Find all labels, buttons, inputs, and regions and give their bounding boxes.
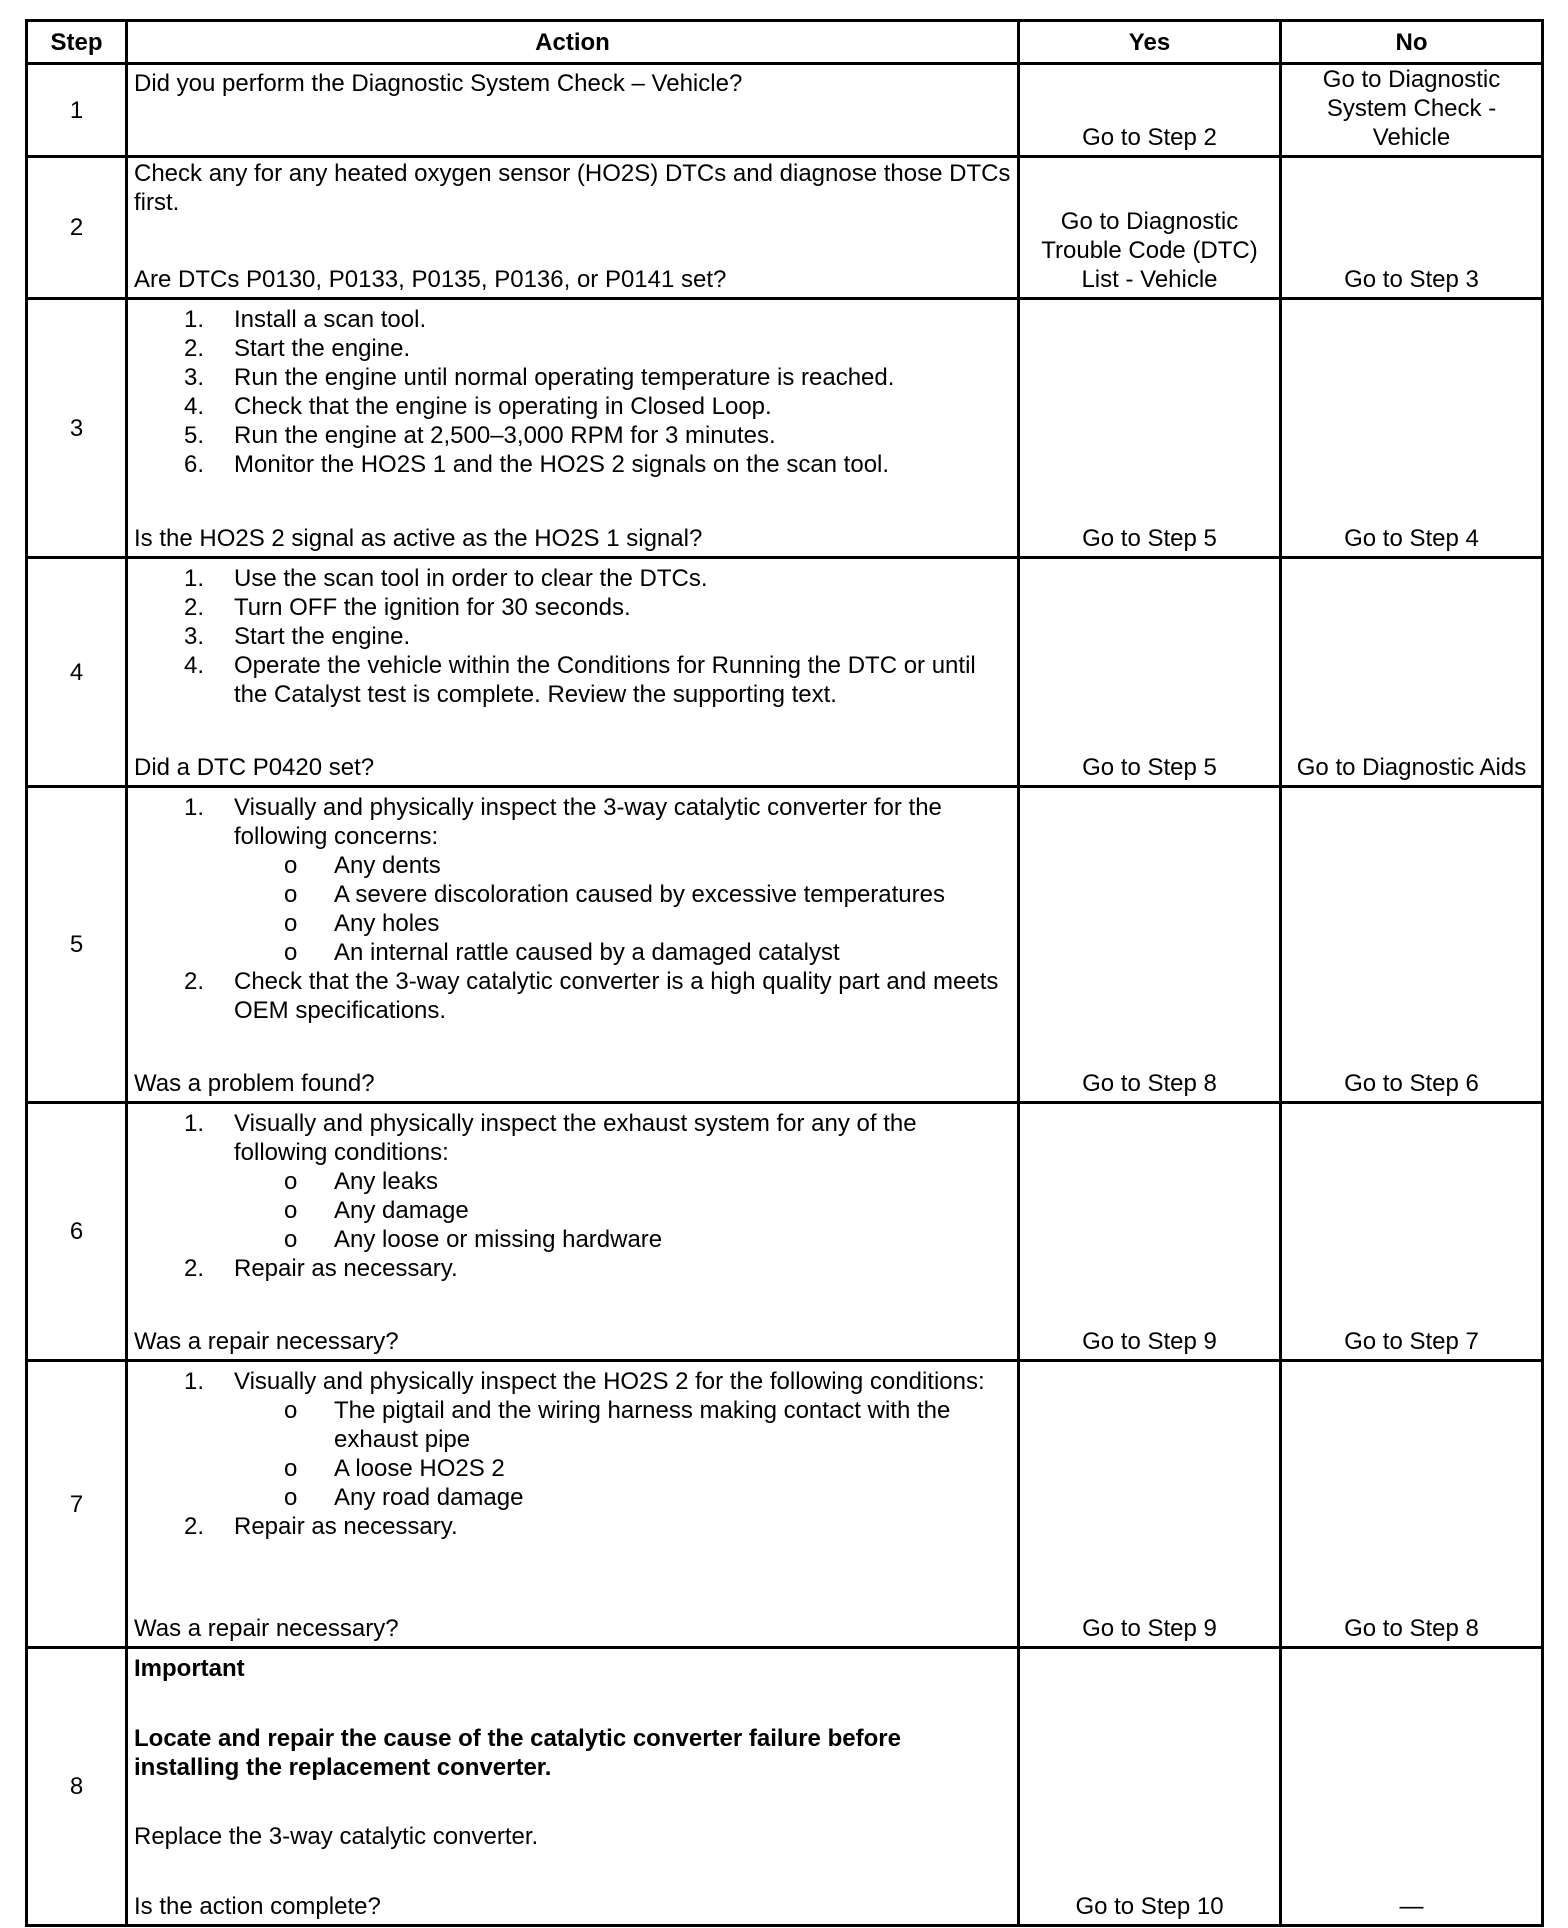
action-cell [127, 157, 1019, 299]
list-item: 2. Start the engine. [184, 335, 411, 362]
no-outcome: Go to Step 6 [1344, 1070, 1479, 1097]
sub-item: o An internal rattle caused by a damaged catalyst [284, 939, 840, 966]
list-item: 4. Operate the vehicle within the Conditions for Running the DTC or until the Catalyst test is complete. Review the supporting text. [184, 652, 976, 708]
action-cell [127, 299, 1019, 558]
step-number: 1 [27, 64, 127, 157]
step-list [134, 793, 1011, 1025]
yes-cell [1019, 64, 1281, 157]
yes-cell [1019, 1361, 1281, 1648]
list-item: 3. Start the engine. [184, 623, 411, 650]
action-cell [127, 1648, 1019, 1926]
sub-item: o Any dents [284, 852, 441, 879]
no-outcome: Go to Diagnostic System Check - Vehicle [1322, 66, 1501, 151]
list-item: 2. Turn OFF the ignition for 30 seconds. [184, 594, 631, 621]
important-label: Important [134, 1655, 245, 1682]
no-outcome: — [1399, 1893, 1424, 1920]
sub-item: o The pigtail and the wiring harness making contact with the exhaust pipe [284, 1397, 951, 1453]
list-item: 1. Visually and physically inspect the exhaust system for any of the following conditions: o Any leaks o Any damage o Any loose or missing hardware [134, 1109, 1011, 1254]
question-text: Is the HO2S 2 signal as active as the HO2S 1 signal? [134, 525, 703, 552]
step-list [134, 305, 1011, 479]
list-item: 1. Visually and physically inspect the 3-way catalytic converter for the following concerns: o Any dents o A severe discoloration caused by excessive temperatures o Any holes o An internal rattle caused by a damaged catalyst [134, 793, 1011, 967]
table-row [27, 787, 1543, 1103]
header-no: No [1281, 21, 1543, 64]
question-text: Was a repair necessary? [134, 1328, 399, 1355]
sub-list [134, 851, 1011, 967]
question-text: Was a repair necessary? [134, 1615, 399, 1642]
list-item: 2. Repair as necessary. [184, 1513, 458, 1540]
header-action: Action [127, 21, 1019, 64]
list-item: 4. Check that the engine is operating in Closed Loop. [184, 393, 772, 420]
list-item: 2. Repair as necessary. [184, 1255, 458, 1282]
table-row [27, 1361, 1543, 1648]
yes-cell [1019, 157, 1281, 299]
important-text: Locate and repair the cause of the catalytic converter failure before installing the replacement converter. [134, 1724, 901, 1781]
step-list [134, 1367, 1011, 1541]
table-row [27, 64, 1543, 157]
no-cell [1281, 787, 1543, 1103]
step-number: 4 [27, 558, 127, 787]
sub-item: o Any holes [284, 910, 440, 937]
list-item: 1. Use the scan tool in order to clear the DTCs. [184, 565, 708, 592]
yes-cell [1019, 1103, 1281, 1361]
sub-item: o Any loose or missing hardware [284, 1226, 663, 1253]
action-cell [127, 1103, 1019, 1361]
list-item: 2. Check that the 3-way catalytic converter is a high quality part and meets OEM specifications. [184, 968, 999, 1024]
header-row [27, 21, 1543, 64]
table-row [27, 1103, 1543, 1361]
question-text: Was a problem found? [134, 1070, 375, 1097]
list-item: 6. Monitor the HO2S 1 and the HO2S 2 signals on the scan tool. [184, 451, 890, 478]
yes-outcome: Go to Step 2 [1082, 124, 1217, 151]
yes-outcome: Go to Step 10 [1075, 1893, 1224, 1920]
list-item: 3. Run the engine until normal operating temperature is reached. [184, 364, 895, 391]
yes-outcome: Go to Step 5 [1082, 754, 1217, 781]
yes-outcome: Go to Step 8 [1082, 1070, 1217, 1097]
yes-outcome: Go to Step 5 [1082, 525, 1217, 552]
no-outcome: Go to Step 7 [1344, 1328, 1479, 1355]
instruction-text: Replace the 3-way catalytic converter. [134, 1823, 539, 1851]
intro-text: Check any for any heated oxygen sensor (HO2S) DTCs and diagnose those DTCs first. [134, 160, 1011, 216]
step-list [134, 564, 1011, 709]
yes-cell [1019, 558, 1281, 787]
no-outcome: Go to Step 3 [1344, 266, 1479, 293]
no-cell [1281, 1103, 1543, 1361]
list-item: 1. Visually and physically inspect the HO2S 2 for the following conditions: o The pigtail and the wiring harness making contact with the exhaust pipe o A loose HO2S 2 o Any road damage [134, 1367, 1011, 1512]
action-cell [127, 1361, 1019, 1648]
step-number: 5 [27, 787, 127, 1103]
sub-item: o A severe discoloration caused by excessive temperatures [284, 881, 945, 908]
no-outcome: Go to Step 8 [1344, 1615, 1479, 1642]
sub-item: o Any road damage [284, 1484, 524, 1511]
yes-cell [1019, 787, 1281, 1103]
sub-list [134, 1396, 1011, 1512]
step-number: 2 [27, 157, 127, 299]
table-row [27, 1648, 1543, 1926]
step-number: 8 [27, 1648, 127, 1926]
sub-item: o Any leaks [284, 1168, 439, 1195]
step-number: 7 [27, 1361, 127, 1648]
no-cell [1281, 558, 1543, 787]
header-yes: Yes [1019, 21, 1281, 64]
question-text: Is the action complete? [134, 1892, 381, 1920]
sub-item: o A loose HO2S 2 [284, 1455, 505, 1482]
header-step: Step [27, 21, 127, 64]
no-cell [1281, 64, 1543, 157]
question-text: Are DTCs P0130, P0133, P0135, P0136, or P0141 set? [134, 266, 727, 293]
step-number: 3 [27, 299, 127, 558]
yes-cell [1019, 1648, 1281, 1926]
table-row [27, 157, 1543, 299]
table-row [27, 299, 1543, 558]
no-outcome: Go to Step 4 [1344, 525, 1479, 552]
table-row [27, 558, 1543, 787]
sub-item: o Any damage [284, 1197, 469, 1224]
action-cell [127, 558, 1019, 787]
no-outcome: Go to Diagnostic Aids [1296, 754, 1527, 781]
action-cell [127, 787, 1019, 1103]
no-cell [1281, 1361, 1543, 1648]
no-cell [1281, 157, 1543, 299]
list-item: 5. Run the engine at 2,500–3,000 RPM for 3 minutes. [184, 422, 776, 449]
step-number: 6 [27, 1103, 127, 1361]
diagnostic-table [25, 19, 1544, 1927]
question-text: Did a DTC P0420 set? [134, 754, 375, 781]
no-cell [1281, 1648, 1543, 1926]
yes-outcome: Go to Diagnostic Trouble Code (DTC) List - Vehicle [1041, 208, 1258, 293]
yes-outcome: Go to Step 9 [1082, 1328, 1217, 1355]
question-text: Did you perform the Diagnostic System Check – Vehicle? [134, 70, 743, 97]
no-cell [1281, 299, 1543, 558]
yes-cell [1019, 299, 1281, 558]
action-cell [127, 64, 1019, 157]
yes-outcome: Go to Step 9 [1082, 1615, 1217, 1642]
list-item: 1. Install a scan tool. [184, 306, 427, 333]
step-list [134, 1109, 1011, 1283]
sub-list [134, 1167, 1011, 1254]
